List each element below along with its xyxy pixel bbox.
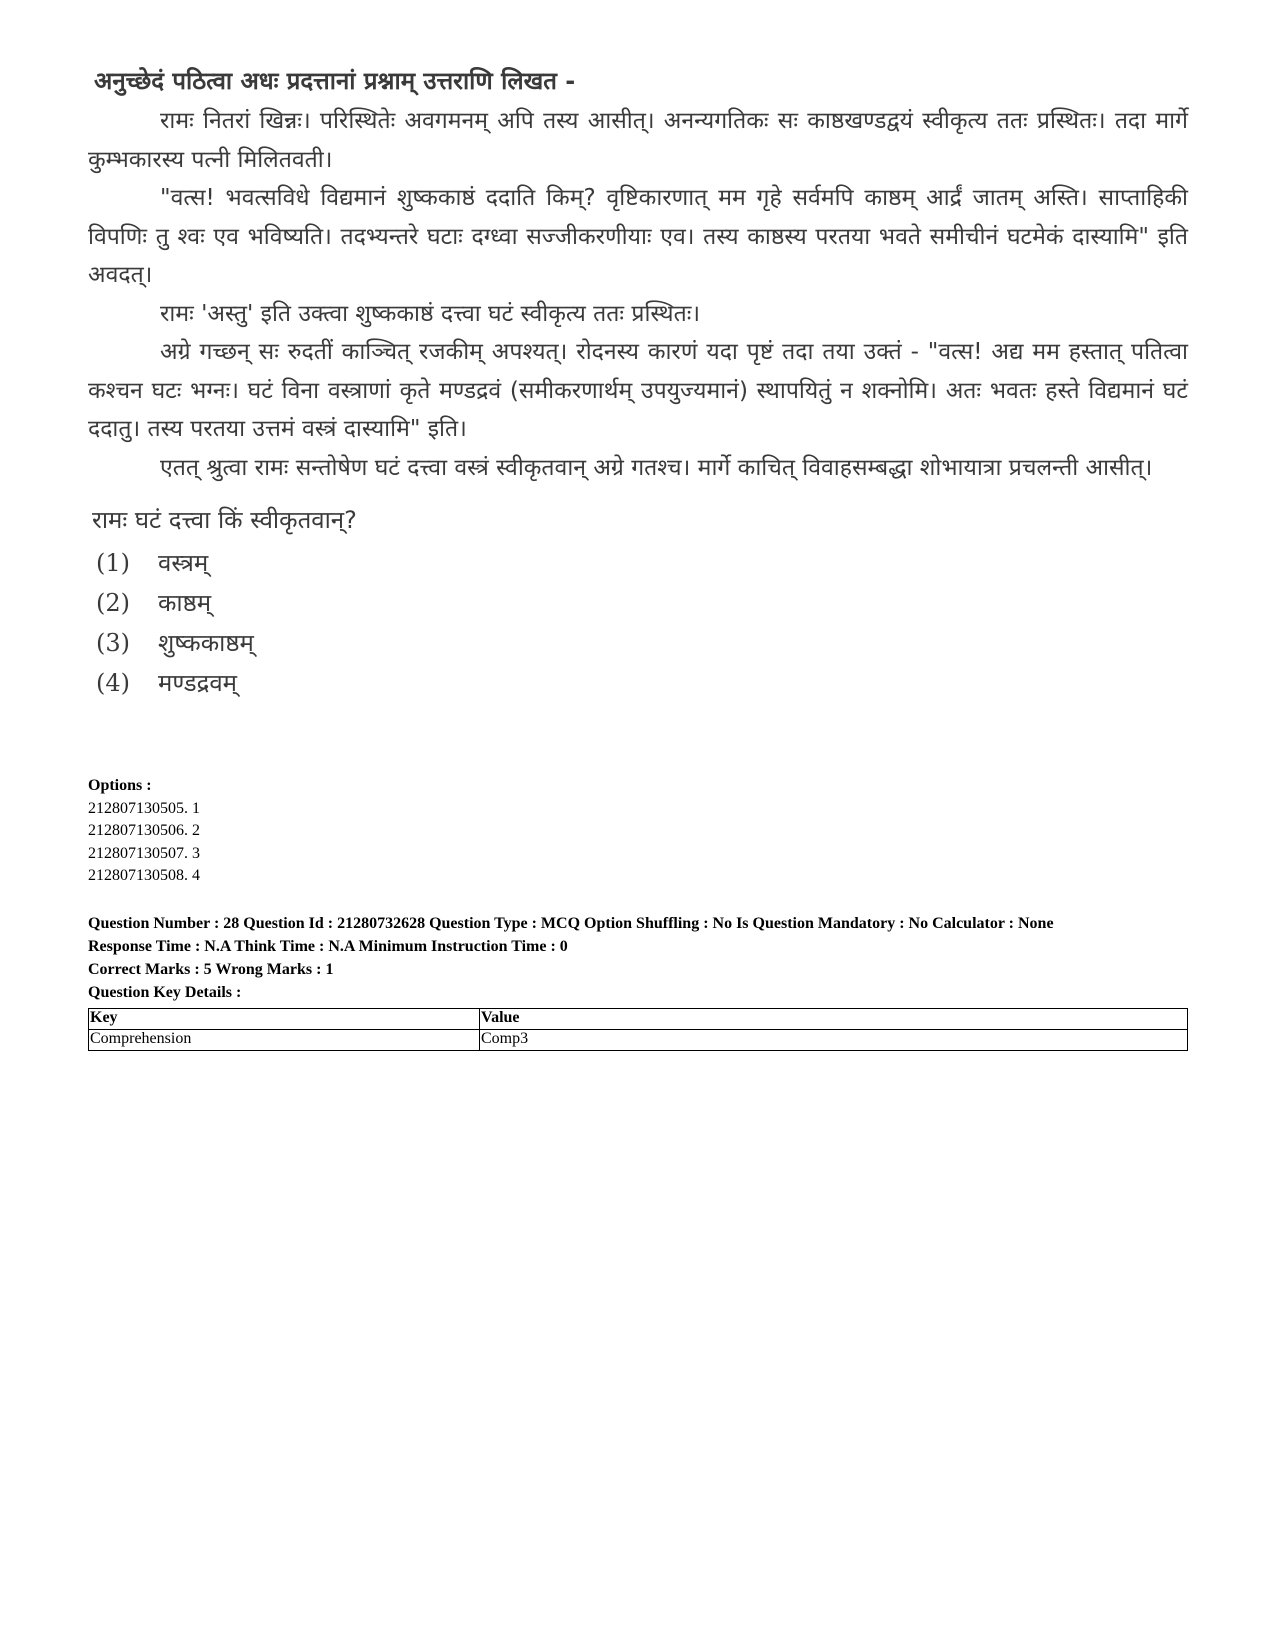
table-header-key: Key bbox=[89, 1008, 480, 1029]
passage-heading: अनुच्छेदं पठित्वा अधः प्रदत्तानां प्रश्नाम् उत्तराणि लिखत - bbox=[94, 67, 576, 95]
passage-paragraph-1: रामः नितरां खिन्नः। परिस्थितेः अवगमनम् अपि तस्य आसीत्। अनन्यगतिकः सः काष्ठखण्डद्वयं स्वीकृत्य ततः प्रस्थितः। तदा मार्गे कुम्भकारस्य पत्नी मिलितवती। bbox=[88, 108, 1188, 173]
option-id-4: 212807130508. 4 bbox=[88, 867, 200, 884]
question-info-line-2: Response Time : N.A Think Time : N.A Minimum Instruction Time : 0 bbox=[88, 937, 568, 955]
choice-number: (1) bbox=[96, 549, 130, 577]
choice-text: मण्डद्रवम् bbox=[158, 669, 238, 697]
marks-line: Correct Marks : 5 Wrong Marks : 1 bbox=[88, 960, 334, 978]
table-header-row bbox=[89, 1008, 1188, 1029]
choice-text: वस्त्रम् bbox=[158, 549, 209, 577]
choice-2 bbox=[96, 583, 1188, 623]
choice-number: (4) bbox=[96, 669, 130, 697]
key-details-table bbox=[88, 1008, 1188, 1051]
question-text: रामः घटं दत्त्वा किं स्वीकृतवान्? bbox=[92, 506, 357, 534]
passage-block bbox=[88, 62, 1188, 703]
passage-paragraph-4: अग्रे गच्छन् सः रुदतीं काञ्चित् रजकीम् अपश्यत्। रोदनस्य कारणं यदा पृष्टं तदा तया उक्तं - "वत्स! अद्य मम हस्तात् पतित्वा कश्चन घटः भग्नः। घटं विना वस्त्राणां कृते मण्डद्रवं (समीकरणार्थम् उपयुज्यमानं) स्थापयितुं न शक्नोमि। अतः भवतः हस्ते विद्यमानं घटं ददातु। तस्य परतया उत्तमं वस्त्रं दास्यामि" इति। bbox=[88, 339, 1188, 442]
question-info-line-1: Question Number : 28 Question Id : 21280732628 Question Type : MCQ Option Shuffling : No Is Question Mandatory : No Calculator : None bbox=[88, 914, 1054, 932]
table-row bbox=[89, 1029, 1188, 1050]
metadata-block bbox=[88, 775, 1188, 1051]
choice-3 bbox=[96, 623, 1188, 663]
choice-number: (3) bbox=[96, 629, 130, 657]
passage-paragraph-2: "वत्स! भवत्सविधे विद्यमानं शुष्ककाष्ठं ददाति किम्? वृष्टिकारणात् मम गृहे सर्वमपि काष्ठम् आर्द्रं जातम् अस्ति। साप्ताहिकी विपणिः तु श्वः एव भविष्यति। तदभ्यन्तरे घटाः दग्ध्वा सज्जीकरणीयाः एव। तस्य काष्ठस्य परतया भवते समीचीनं घटमेकं दास्यामि" इति अवदत्। bbox=[88, 185, 1188, 288]
passage-paragraph-5: एतत् श्रुत्वा रामः सन्तोषेण घटं दत्त्वा वस्त्रं स्वीकृतवान् अग्रे गतश्च। मार्गे काचित् विवाहसम्बद्धा शोभायात्रा प्रचलन्ती आसीत्। bbox=[160, 454, 1153, 481]
choice-text: शुष्ककाष्ठम् bbox=[158, 629, 254, 657]
question-info bbox=[88, 912, 1188, 1004]
choice-number: (2) bbox=[96, 589, 130, 617]
choice-1 bbox=[96, 543, 1188, 583]
key-details-label: Question Key Details : bbox=[88, 983, 242, 1001]
passage-paragraph-3: रामः 'अस्तु' इति उक्त्वा शुष्ककाष्ठं दत्त्वा घटं स्वीकृत्य ततः प्रस्थितः। bbox=[160, 300, 701, 327]
option-id-2: 212807130506. 2 bbox=[88, 822, 200, 839]
table-header-value: Value bbox=[480, 1008, 1188, 1029]
choice-4 bbox=[96, 663, 1188, 703]
option-id-1: 212807130505. 1 bbox=[88, 799, 200, 817]
options-label: Options : bbox=[88, 777, 152, 794]
table-cell-value: Comp3 bbox=[480, 1029, 1188, 1050]
options-list bbox=[88, 775, 1188, 888]
option-id-3: 212807130507. 3 bbox=[88, 844, 200, 862]
table-cell-key: Comprehension bbox=[89, 1029, 480, 1050]
choice-text: काष्ठम् bbox=[158, 589, 212, 617]
